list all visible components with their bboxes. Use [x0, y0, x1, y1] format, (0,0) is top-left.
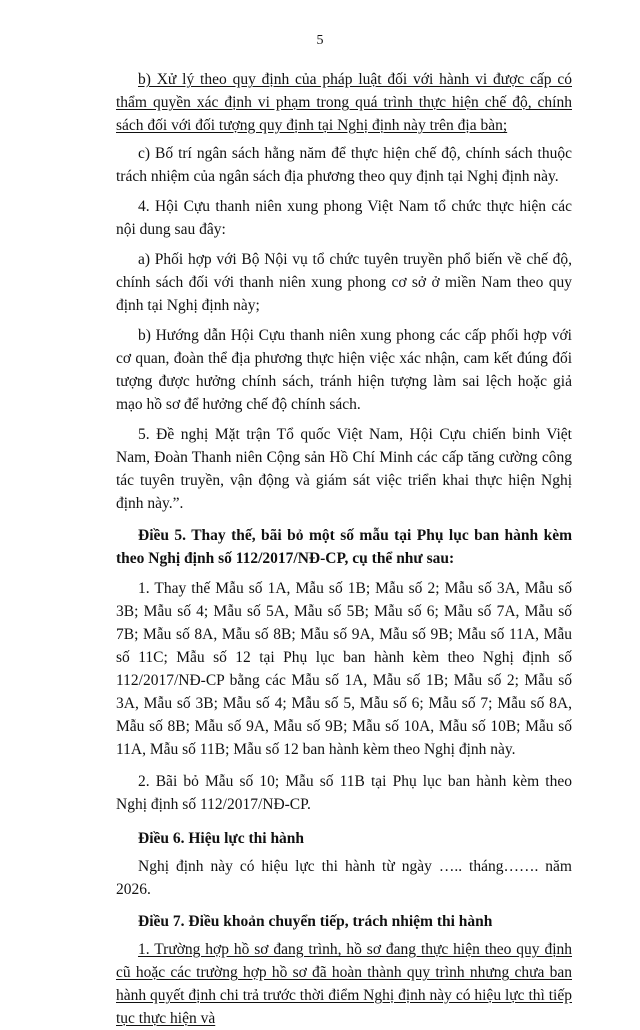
paragraph-youth-association-tasks: 4. Hội Cựu thanh niên xung phong Việt Nam tổ chức thực hiện các nội dung sau đây:	[116, 198, 572, 238]
paragraph-effective-date: Nghị định này có hiệu lực thi hành từ ngày ….. tháng……. năm 2026.	[116, 858, 572, 898]
page-number: 5	[316, 33, 324, 48]
paragraph-annual-budget: c) Bố trí ngân sách hằng năm để thực hiện chế độ, chính sách thuộc trách nhiệm của ngân sách địa phương theo quy định tại Nghị định này.	[116, 145, 572, 185]
paragraph-repeal-forms: 2. Bãi bỏ Mẫu số 10; Mẫu số 11B tại Phụ lục ban hành kèm theo Nghị định số 112/2017/NĐ-CP.	[116, 773, 572, 813]
heading-article-5: Điều 5. Thay thế, bãi bỏ một số mẫu tại Phụ lục ban hành kèm theo Nghị định số 112/2017/NĐ-CP, cụ thể như sau:	[116, 527, 572, 567]
paragraph-violation-handling: b) Xử lý theo quy định của pháp luật đối với hành vi được cấp có thẩm quyền xác định vi phạm trong quá trình thực hiện chế độ, chính sách đối với đối tượng quy định tại Nghị định này trên địa bàn;	[116, 71, 572, 134]
paragraph-fatherland-front: 5. Đề nghị Mặt trận Tổ quốc Việt Nam, Hội Cựu chiến binh Việt Nam, Đoàn Thanh niên Cộng sản Hồ Chí Minh các cấp tăng cường công tác tuyên truyền, vận động và giám sát việc triển khai thực hiện Nghị định này.”.	[116, 426, 572, 512]
document-body	[116, 68, 572, 1030]
paragraph-replace-forms: 1. Thay thế Mẫu số 1A, Mẫu số 1B; Mẫu số 2; Mẫu số 3A, Mẫu số 3B; Mẫu số 4; Mẫu số 5A, Mẫu số 5B; Mẫu số 6; Mẫu số 7A, Mẫu số 7B; Mẫu số 8A, Mẫu số 8B; Mẫu số 9A, Mẫu số 9B; Mẫu số 11A, Mẫu số 11C; Mẫu số 12 tại Phụ lục ban hành kèm theo Nghị định số 112/2017/NĐ-CP bằng các Mẫu số 1A, Mẫu số 1B; Mẫu số 2; Mẫu số 3A, Mẫu số 3B; Mẫu số 4; Mẫu số 5, Mẫu số 6; Mẫu số 7; Mẫu số 8A, Mẫu số 8B; Mẫu số 9A, Mẫu số 9B; Mẫu số 10A, Mẫu số 10B; Mẫu số 11A, Mẫu số 11B; Mẫu số 12 ban hành kèm theo Nghị định này.	[116, 580, 572, 758]
heading-article-7: Điều 7. Điều khoản chuyển tiếp, trách nhiệm thi hành	[138, 913, 493, 930]
heading-article-6: Điều 6. Hiệu lực thi hành	[138, 830, 305, 847]
paragraph-transition: 1. Trường hợp hồ sơ đang trình, hồ sơ đang thực hiện theo quy định cũ hoặc các trường hợp hồ sơ đã hoàn thành quy trình nhưng chưa ban hành quyết định chi trả trước thời điểm Nghị định này có hiệu lực thì tiếp tục thực hiện và	[116, 941, 572, 1027]
paragraph-guide-verification: b) Hướng dẫn Hội Cựu thanh niên xung phong các cấp phối hợp với cơ quan, đoàn thể địa phương thực hiện việc xác nhận, cam kết đúng đối tượng được hưởng chính sách, tránh hiện tượng làm sai lệch hoặc giả mạo hồ sơ để hưởng chế độ chính sách.	[116, 327, 572, 413]
paragraph-coordinate-propaganda: a) Phối hợp với Bộ Nội vụ tổ chức tuyên truyền phổ biến về chế độ, chính sách đối với thanh niên xung phong cơ sở ở miền Nam theo quy định tại Nghị định này;	[116, 251, 572, 314]
